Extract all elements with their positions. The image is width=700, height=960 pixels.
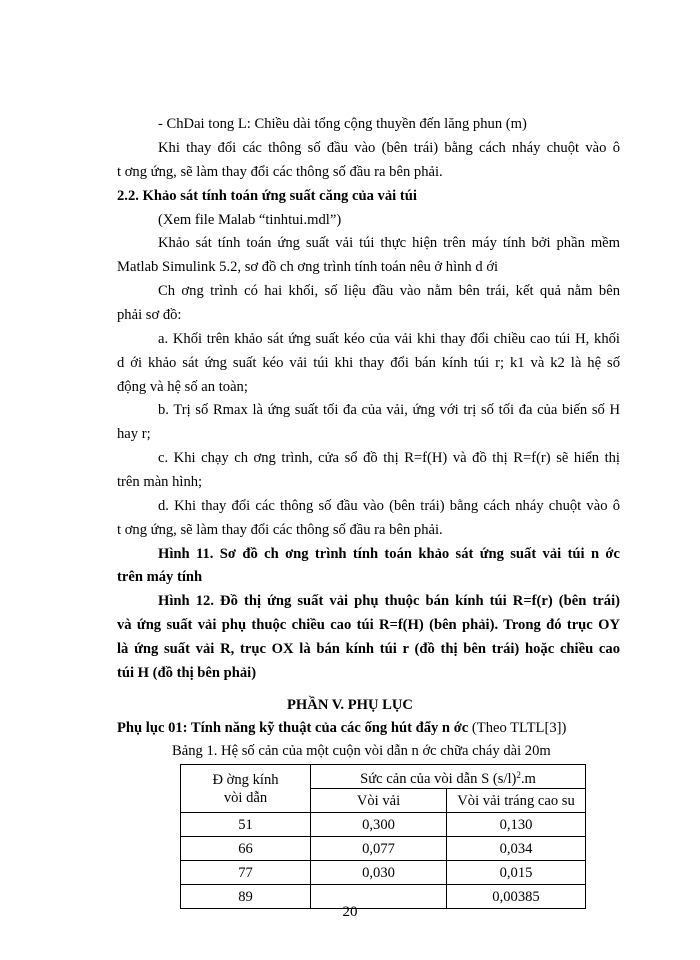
- header-diameter: [181, 765, 311, 813]
- appendix-subtitle-bold: Phụ lục 01: Tính năng kỹ thuật của các ống hút đẩy n ớc: [117, 720, 469, 736]
- table-cell: 0,030: [311, 861, 447, 885]
- text-line: Ch ơng trình có hai khối, số liệu đầu vào nằm bên trái, kết quả nằm bên: [158, 283, 620, 299]
- page-number: 20: [342, 904, 358, 920]
- figure-caption: trên máy tính: [117, 569, 203, 585]
- text-line: a. Khối trên khảo sát ứng suất kéo của vải khi thay đổi chiều cao túi H, khối: [158, 331, 620, 347]
- table-row: [181, 837, 586, 861]
- text-line: t ơng ứng, sẽ làm thay đổi các thông số đầu ra bên phải.: [117, 522, 443, 538]
- text-line: d. Khi thay đổi các thông số đầu vào (bên trái) bằng cách nháy chuột vào ô: [158, 498, 620, 514]
- table-cell: 66: [181, 837, 311, 861]
- figure-caption: Hình 12. Đồ thị ứng suất vải phụ thuộc bán kính túi R=f(r) (bên trái): [158, 593, 620, 609]
- text-line: trên màn hình;: [117, 474, 203, 490]
- table-cell: 0,130: [447, 813, 586, 837]
- text-line: Khi thay đổi các thông số đầu vào (bên trái) bằng cách nháy chuột vào ô: [158, 140, 620, 156]
- figure-caption: là ứng suất vải R, trục OX là bán kính túi r (đồ thị bên trái) hoặc chiều cao: [117, 641, 620, 657]
- text-line: động và hệ số an toàn;: [117, 379, 248, 395]
- table-caption: Bảng 1. Hệ số cản của một cuộn vòi dẫn n ớc chữa cháy dài 20m: [172, 743, 551, 759]
- appendix-subtitle: [117, 719, 566, 737]
- table-cell: 51: [181, 813, 311, 837]
- table-cell: 0,00385: [447, 885, 586, 909]
- table-cell: 0,015: [447, 861, 586, 885]
- text-line: (Xem file Malab “tinhtui.mdl”): [158, 212, 342, 228]
- text-line: t ơng ứng, sẽ làm thay đổi các thông số đầu ra bên phải.: [117, 164, 443, 180]
- appendix-subtitle-source: (Theo TLTL[3]): [468, 720, 567, 736]
- part-title: PHẦN V. PHỤ LỤC: [287, 697, 413, 713]
- text-line: d ới khảo sát ứng suất kéo vải túi khi thay đổi bán kính túi r; k1 và k2 là hệ số: [117, 355, 620, 371]
- text-line: b. Trị số Rmax là ứng suất tối đa của vải, ứng với trị số tối đa của biến số H: [158, 402, 620, 418]
- header-resistance-sup: 2: [516, 769, 521, 780]
- table-cell: 0,077: [311, 837, 447, 861]
- text-line: - ChDai tong L: Chiều dài tổng cộng thuyền đến lăng phun (m): [158, 116, 527, 132]
- text-line: Matlab Simulink 5.2, sơ đồ ch ơng trình tính toán nêu ở hình d ới: [117, 259, 499, 275]
- table-row: [181, 861, 586, 885]
- header-resistance-text: Sức cản của vòi dẫn S (s/l): [360, 770, 517, 787]
- table-cell: 77: [181, 861, 311, 885]
- figure-caption: và ứng suất vải phụ thuộc chiều cao túi R=f(H) (bên phải). Trong đó trục OY: [117, 617, 620, 633]
- subheader-canvas-hose: Vòi vải: [311, 789, 447, 813]
- header-diameter-line2: vòi dẫn: [223, 789, 268, 806]
- header-resistance: [311, 765, 586, 789]
- table-cell: 0,034: [447, 837, 586, 861]
- header-resistance-tail: .m: [520, 770, 536, 787]
- text-line: Khảo sát tính toán ứng suất vải túi thực hiện trên máy tính bởi phần mềm: [158, 235, 620, 251]
- figure-caption: Hình 11. Sơ đồ ch ơng trình tính toán khảo sát ứng suất vải túi n ớc: [158, 546, 620, 562]
- section-heading: 2.2. Khảo sát tính toán ứng suất căng của vải túi: [117, 188, 417, 204]
- table-row: [181, 813, 586, 837]
- text-line: c. Khi chạy ch ơng trình, cửa sổ đồ thị R=f(H) và đồ thị R=f(r) sẽ hiển thị: [158, 450, 620, 466]
- resistance-table: [180, 764, 586, 909]
- table-cell: 89: [181, 885, 311, 909]
- text-line: phải sơ đồ:: [117, 307, 182, 323]
- text-line: hay r;: [117, 426, 151, 442]
- table-cell: 0,300: [311, 813, 447, 837]
- subheader-rubber-hose: Vòi vải tráng cao su: [447, 789, 586, 813]
- figure-caption: túi H (đồ thị bên phải): [117, 665, 257, 681]
- header-diameter-line1: Đ ờng kính: [212, 771, 279, 788]
